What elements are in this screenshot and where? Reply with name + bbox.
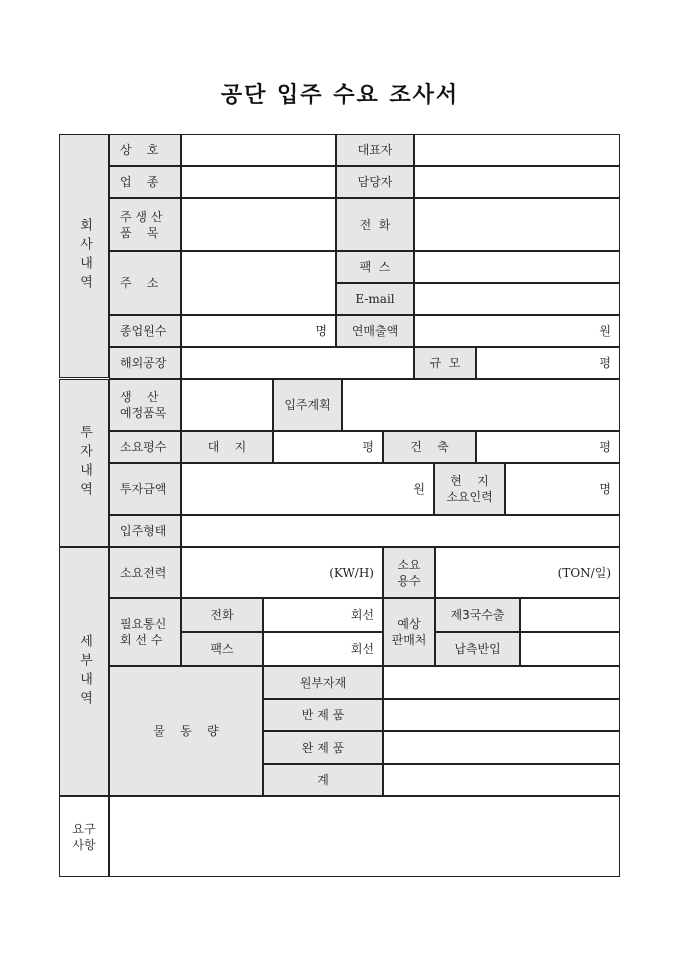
field-email[interactable] [414, 283, 620, 315]
label-industry: 업 종 [109, 166, 181, 198]
field-annual-sales[interactable]: 원 [414, 315, 620, 347]
field-company-name[interactable] [181, 134, 336, 166]
label-investment-amount: 투자금액 [109, 463, 181, 515]
label-annual-sales: 연매출액 [336, 315, 414, 347]
label-domestic: 납측반입 [435, 632, 520, 666]
label-manager: 담당자 [336, 166, 414, 198]
section-detail-label: 세부내역 [59, 547, 109, 796]
label-total: 계 [263, 764, 383, 796]
label-move-type: 입주형태 [109, 515, 181, 547]
field-total[interactable] [383, 764, 620, 796]
label-main-products: 주 생 산 품 목 [109, 198, 181, 251]
field-manager[interactable] [414, 166, 620, 198]
label-water: 소요 용수 [383, 547, 435, 598]
label-move-plan: 입주계획 [273, 379, 342, 431]
field-industry[interactable] [181, 166, 336, 198]
field-land[interactable]: 평 [273, 431, 383, 463]
field-fax[interactable] [414, 251, 620, 283]
label-land: 대 지 [181, 431, 273, 463]
field-overseas-plant[interactable] [181, 347, 414, 379]
label-fax-line: 팩스 [181, 632, 263, 666]
label-overseas-plant: 해외공장 [109, 347, 181, 379]
field-move-type[interactable] [181, 515, 620, 547]
label-export: 제3국수출 [435, 598, 520, 632]
label-finished: 완 제 품 [263, 731, 383, 764]
label-area-needed: 소요평수 [109, 431, 181, 463]
label-phone: 전 화 [336, 198, 414, 251]
label-company-name: 상 호 [109, 134, 181, 166]
label-building: 건 축 [383, 431, 476, 463]
field-water[interactable]: (TON/일) [435, 547, 620, 598]
field-planned-products[interactable] [181, 379, 273, 431]
label-email: E-mail [336, 283, 414, 315]
field-main-products[interactable] [181, 198, 336, 251]
field-power[interactable]: (KW/H) [181, 547, 383, 598]
section-company-label: 회사내역 [59, 134, 109, 378]
field-export[interactable] [520, 598, 620, 632]
field-tel-lines[interactable]: 회선 [263, 598, 383, 632]
field-requests[interactable] [109, 796, 620, 877]
field-investment-amount[interactable]: 원 [181, 463, 434, 515]
label-planned-products: 생 산 예정품목 [109, 379, 181, 431]
field-employees[interactable]: 명 [181, 315, 336, 347]
label-telecom-lines: 필요통신 회 선 수 [109, 598, 181, 666]
field-ceo[interactable] [414, 134, 620, 166]
field-move-plan[interactable] [342, 379, 620, 431]
label-power: 소요전력 [109, 547, 181, 598]
field-phone[interactable] [414, 198, 620, 251]
label-ceo: 대표자 [336, 134, 414, 166]
section-request-label: 요구 사항 [59, 796, 109, 877]
label-scale: 규 모 [414, 347, 476, 379]
label-tel: 전화 [181, 598, 263, 632]
field-building[interactable]: 평 [476, 431, 620, 463]
label-expected-market: 예상 판매처 [383, 598, 435, 666]
label-fax: 팩 스 [336, 251, 414, 283]
section-investment-label: 투자내역 [59, 379, 109, 547]
label-raw-materials: 원부자재 [263, 666, 383, 699]
field-fax-lines[interactable]: 회선 [263, 632, 383, 666]
field-finished[interactable] [383, 731, 620, 764]
label-semi-finished: 반 제 품 [263, 699, 383, 731]
label-logistics: 물 동 량 [109, 666, 263, 796]
label-address: 주 소 [109, 251, 181, 315]
field-local-staff[interactable]: 명 [505, 463, 620, 515]
field-scale[interactable]: 평 [476, 347, 620, 379]
field-semi-finished[interactable] [383, 699, 620, 731]
form-title: 공단 입주 수요 조사서 [220, 82, 460, 108]
label-local-staff: 현 지 소요인력 [434, 463, 505, 515]
field-domestic[interactable] [520, 632, 620, 666]
label-employees: 종업원수 [109, 315, 181, 347]
field-address[interactable] [181, 251, 336, 315]
field-raw-materials[interactable] [383, 666, 620, 699]
